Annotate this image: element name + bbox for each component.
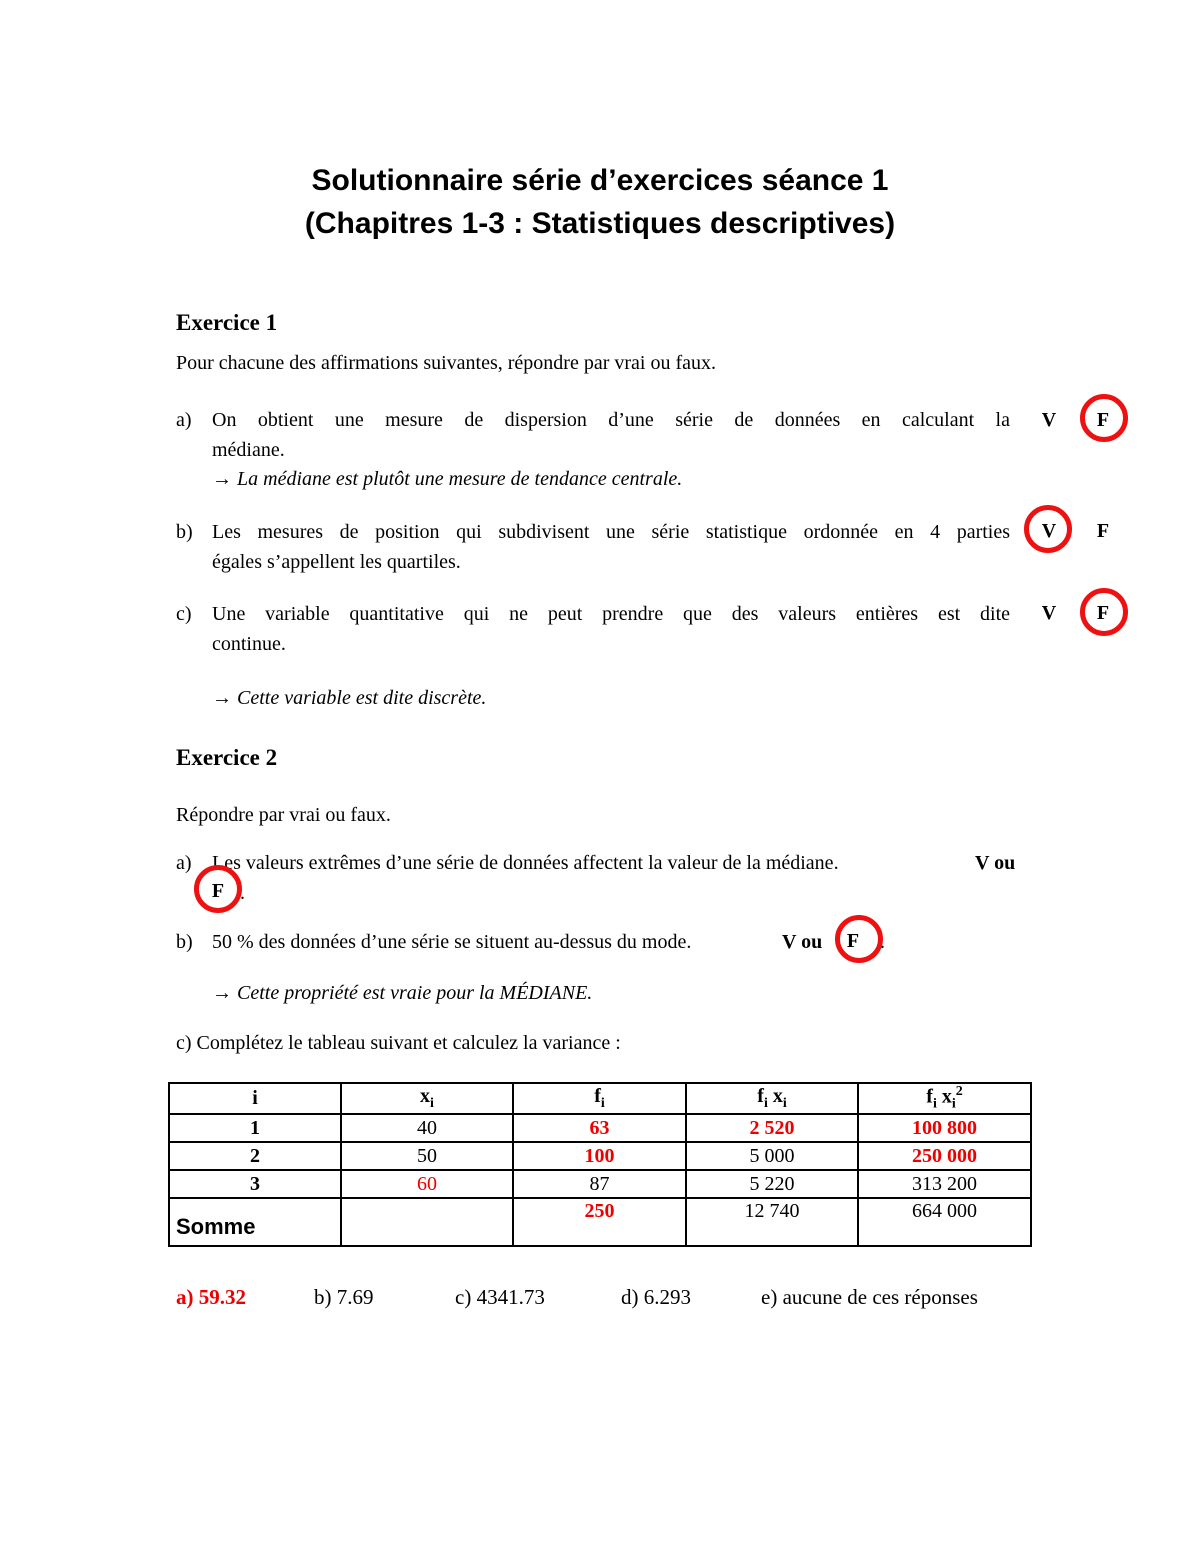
sum-fi: 250 (513, 1198, 686, 1246)
item-b-true: V (1041, 520, 1057, 542)
item-b-text: Les mesures de position qui subdivisent une série statistique ordonnée en 4 parties (212, 521, 1010, 543)
table-row (169, 1142, 1031, 1170)
answer-b: b) 7.69 (314, 1285, 374, 1309)
header-fixi2: $f_i$ $x_i^2$ (858, 1083, 1031, 1114)
table-header-row (169, 1083, 1031, 1114)
cell-fixi2: 250 000 (858, 1142, 1031, 1170)
ex2-item-b-false: F (846, 930, 860, 952)
answer-e: e) aucune de ces réponses (761, 1285, 978, 1309)
cell-fixi2: 313 200 (858, 1170, 1031, 1198)
item-c-false: F (1096, 602, 1110, 624)
exercise-1-heading: Exercice 1 (176, 310, 278, 335)
header-fi: $f_i$ (513, 1083, 686, 1114)
sum-xi (341, 1198, 513, 1246)
header-i: i (169, 1083, 341, 1114)
item-c-note: → Cette variable est dite discrète. (212, 687, 487, 709)
cell-xi: 50 (341, 1142, 513, 1170)
cell-xi: 60 (341, 1170, 513, 1198)
answer-circle (1080, 588, 1128, 636)
item-c-label: c) (176, 603, 192, 625)
item-b-label: b) (176, 521, 193, 543)
header-xi: $x_i$ (341, 1083, 513, 1114)
item-a-text-cont: médiane. (212, 439, 285, 461)
table-row (169, 1170, 1031, 1198)
exercise-2-heading: Exercice 2 (176, 745, 278, 770)
ex2-item-a-end: . (240, 882, 245, 904)
ex2-item-a-label: a) (176, 852, 192, 874)
answer-d: d) 6.293 (621, 1285, 691, 1309)
ex2-item-b-note: → Cette propriété est vraie pour la MÉDIANE. (212, 982, 593, 1004)
cell-i: 3 (169, 1170, 341, 1198)
answer-a: a) 59.32 (176, 1285, 246, 1309)
page-subtitle: (Chapitres 1-3 : Statistiques descriptives) (304, 207, 896, 240)
answer-circle (1080, 394, 1128, 442)
item-c-text-cont: continue. (212, 633, 286, 655)
ex2-item-b-end: . (880, 931, 885, 953)
item-b-text-cont: égales s’appellent les quartiles. (212, 551, 461, 573)
item-c-true: V (1041, 602, 1057, 624)
item-a-label: a) (176, 409, 192, 431)
ex2-item-b-true-or: V ou (782, 931, 823, 953)
item-a-text: On obtient une mesure de dispersion d’une série de données en calculant la (212, 409, 1010, 431)
sum-fixi2: 664 000 (858, 1198, 1031, 1246)
ex2-item-c-text: c) Complétez le tableau suivant et calculez la variance : (176, 1032, 621, 1054)
page-title: Solutionnaire série d’exercices séance 1 (311, 164, 889, 197)
table-row (169, 1114, 1031, 1142)
item-b-false: F (1096, 520, 1110, 542)
answer-circle (194, 865, 242, 913)
cell-fixi: 5 220 (686, 1170, 858, 1198)
table-sum-row (169, 1198, 1031, 1246)
exercise-1-intro: Pour chacune des affirmations suivantes, répondre par vrai ou faux. (176, 352, 717, 374)
header-fixi: $f_i$ $x_i$ (686, 1083, 858, 1114)
item-a-false: F (1096, 409, 1110, 431)
ex2-item-b-label: b) (176, 931, 193, 953)
ex2-item-a-true-or: V ou (975, 852, 1016, 874)
ex2-item-b-text: 50 % des données d’une série se situent au-dessus du mode. (212, 931, 692, 953)
cell-fi: 87 (513, 1170, 686, 1198)
item-a-note: → La médiane est plutôt une mesure de tendance centrale. (212, 468, 683, 490)
cell-i: 1 (169, 1114, 341, 1142)
cell-fixi: 5 000 (686, 1142, 858, 1170)
item-a-true: V (1041, 409, 1057, 431)
ex2-item-a-text: Les valeurs extrêmes d’une série de données affectent la valeur de la médiane. (212, 852, 839, 874)
item-c-text: Une variable quantitative qui ne peut prendre que des valeurs entières est dite (212, 603, 1010, 625)
ex2-item-a-false: F (211, 880, 225, 902)
cell-fixi2: 100 800 (858, 1114, 1031, 1142)
cell-xi: 40 (341, 1114, 513, 1142)
cell-fi: 63 (513, 1114, 686, 1142)
cell-fi: 100 (513, 1142, 686, 1170)
sum-label: Somme (169, 1198, 341, 1246)
cell-fixi: 2 520 (686, 1114, 858, 1142)
exercise-2-intro: Répondre par vrai ou faux. (176, 804, 391, 826)
frequency-table (168, 1082, 1032, 1247)
cell-i: 2 (169, 1142, 341, 1170)
answer-circle (835, 915, 883, 963)
answer-circle (1024, 505, 1072, 553)
answer-c: c) 4341.73 (455, 1285, 545, 1309)
sum-fixi: 12 740 (686, 1198, 858, 1246)
